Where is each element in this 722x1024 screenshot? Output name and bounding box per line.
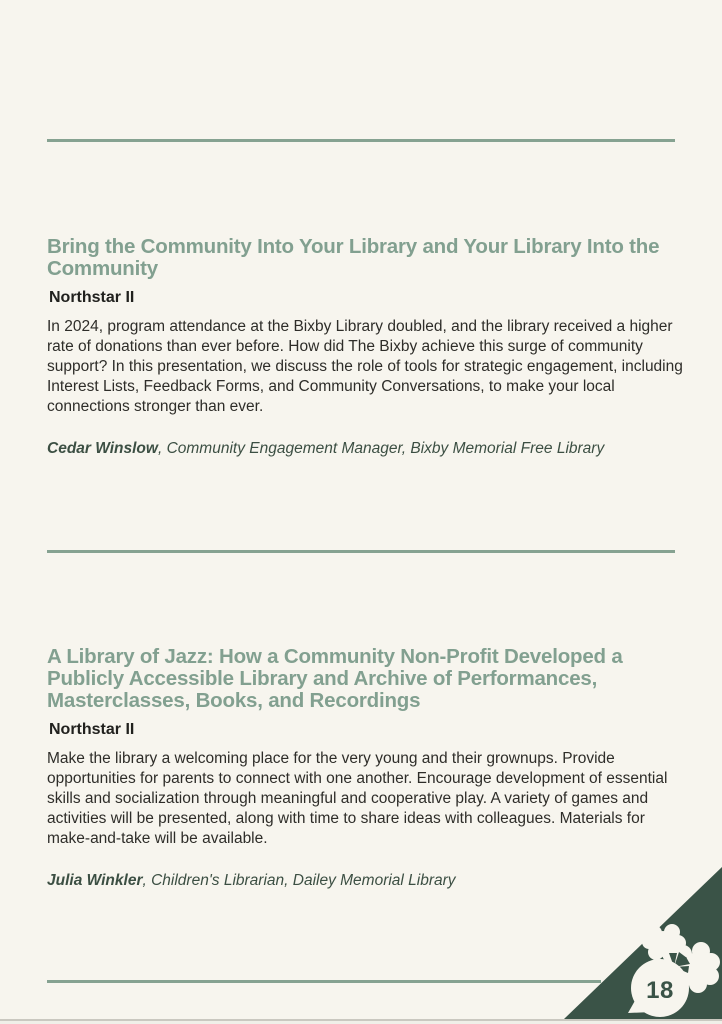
section-divider-bottom (47, 980, 601, 983)
speaker-name: Julia Winkler (47, 872, 143, 889)
session-block-1 (47, 236, 687, 459)
session-location: Northstar II (49, 721, 135, 738)
speaker-credit: , Children's Librarian, Dailey Memorial Library (142, 872, 456, 889)
session-description: In 2024, program attendance at the Bixby Library doubled, and the library received a higher rate of donations than ever before. How did The Bixby achieve this surge of community support? In this presentation, we discuss the role of tools for strategic engagement, including Interest Lists, Feedback Forms, and Community Conversations, to make your local connections stronger than ever. (47, 318, 683, 415)
session-speaker (47, 439, 687, 459)
speaker-credit: , Community Engagement Manager, Bixby Memorial Free Library (157, 440, 605, 457)
session-description: Make the library a welcoming place for the very young and their grownups. Provide opportunities for parents to connect with one another. Encourage development of essential skills and socialization through meaningful and cooperative play. A variety of games and activities will be presented, along with time to share ideas with colleagues. Materials for make-and-take will be available. (47, 750, 668, 847)
session-title: Bring the Community Into Your Library and Your Library Into the Community (47, 235, 660, 280)
session-title: A Library of Jazz: How a Community Non-Profit Developed a Publicly Accessible Library and Archive of Performances, Masterclasses, Books, and Recordings (47, 645, 623, 712)
session-block-2 (47, 646, 687, 891)
speaker-name: Cedar Winslow (47, 440, 158, 457)
corner-decoration (562, 859, 722, 1019)
section-divider-middle (47, 550, 675, 553)
page-number: 18 (646, 977, 674, 1004)
session-location: Northstar II (49, 289, 135, 306)
section-divider-top (47, 139, 675, 142)
